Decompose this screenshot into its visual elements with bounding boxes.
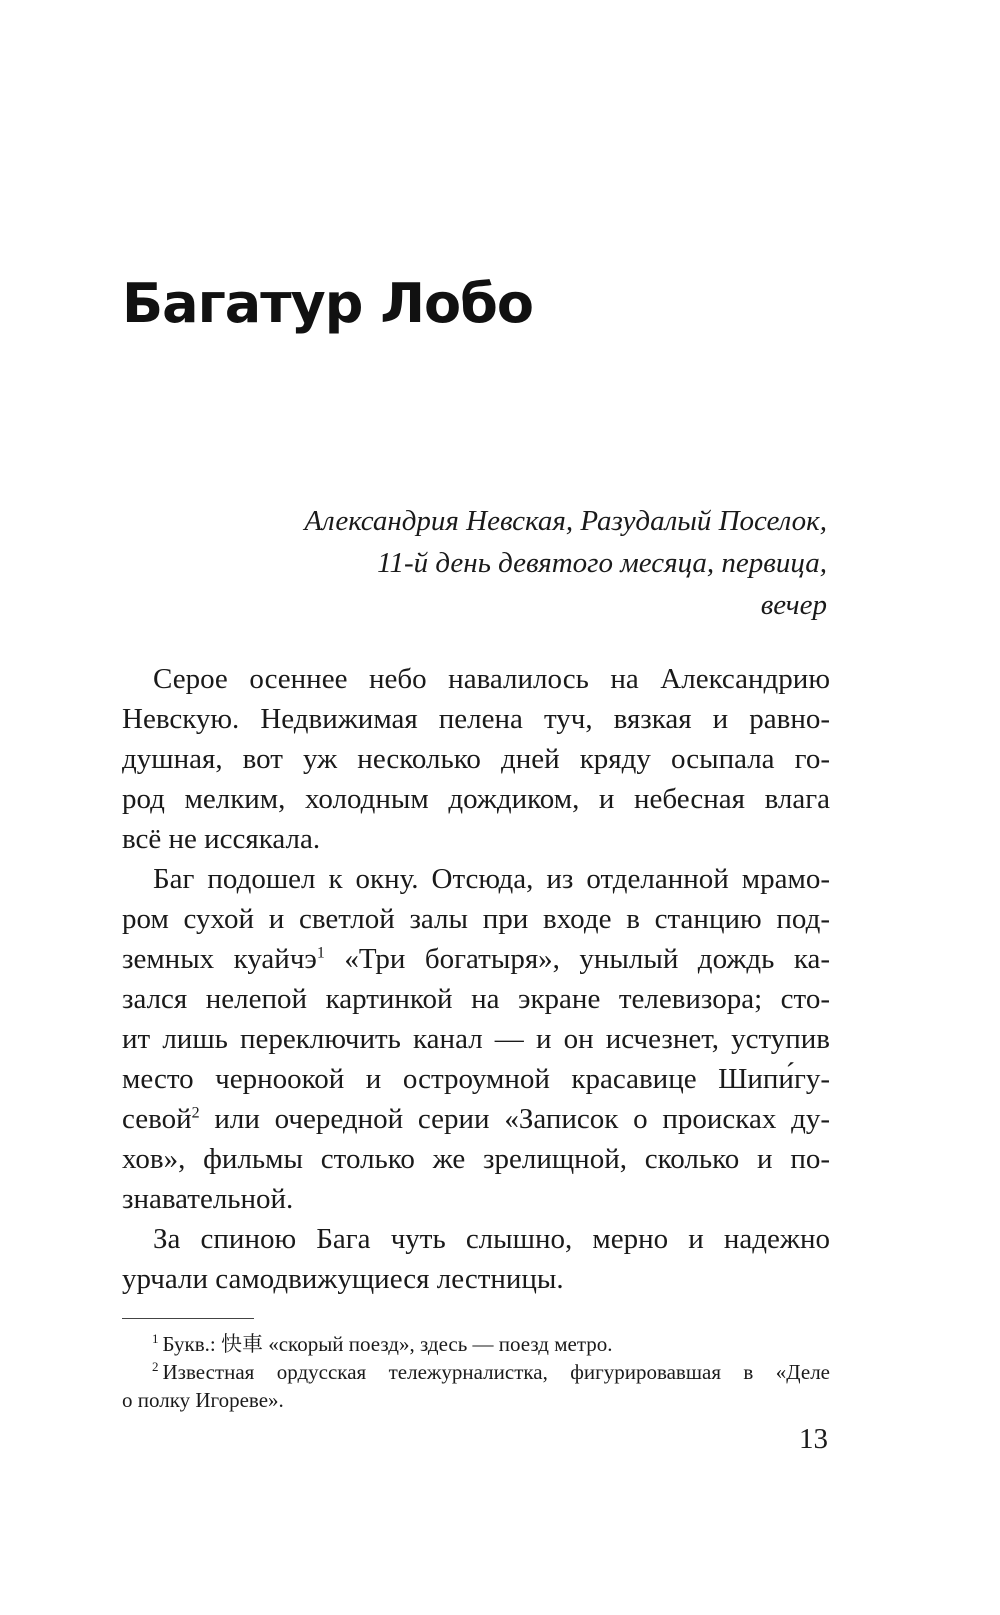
- footnote-divider: [122, 1318, 254, 1319]
- text-fragment: «Три богатыря», унылый дождь ка-: [324, 943, 830, 975]
- text-line: всё не иссякала.: [122, 823, 321, 855]
- paragraph-3: [122, 1219, 830, 1299]
- text-line: За спиною Бага чуть слышно, мерно и надежно: [153, 1223, 830, 1255]
- footnote-2: [122, 1358, 830, 1386]
- footnote-text: Букв.: 快車 «скорый поезд», здесь — поезд метро.: [162, 1332, 613, 1356]
- footnote-ref-2: 2: [191, 1104, 200, 1122]
- footnote-1: [122, 1330, 830, 1358]
- epigraph-line: Александрия Невская, Разудалый Поселок,: [304, 505, 827, 537]
- text-line: место черноокой и остроумной красавице Шипи́гу-: [122, 1063, 830, 1095]
- text-line: урчали самодвижущиеся лестницы.: [122, 1263, 564, 1295]
- text-line: Невскую. Недвижимая пелена туч, вязкая и равно-: [122, 703, 830, 735]
- footnote-2-continuation: о полку Игореве».: [122, 1388, 284, 1412]
- chapter-title: Багатур Лобо: [122, 272, 533, 335]
- text-fragment: земных куайчэ: [122, 943, 317, 975]
- text-line: Серое осеннее небо навалилось на Александрию: [153, 663, 830, 695]
- text-line: [122, 1099, 830, 1139]
- text-line: знавательной.: [122, 1183, 294, 1215]
- epigraph-line: 11-й день девятого месяца, первица,: [377, 547, 827, 579]
- footnote-number: 1: [152, 1331, 159, 1346]
- text-fragment: или очередной серии «Записок о происках ду-: [199, 1103, 830, 1135]
- text-line: душная, вот уж несколько дней кряду осыпала го-: [122, 743, 830, 775]
- text-line: ром сухой и светлой залы при входе в станцию под-: [122, 903, 830, 935]
- footnote-text: Известная ордусская тележурналистка, фигурировавшая в «Деле: [162, 1360, 830, 1384]
- paragraph-1: [122, 659, 830, 859]
- footnote-number: 2: [152, 1359, 159, 1374]
- footnote-ref-1: 1: [316, 944, 325, 962]
- epigraph: [304, 500, 827, 626]
- page-number: 13: [799, 1423, 828, 1455]
- text-line: зался нелепой картинкой на экране телевизора; сто-: [122, 983, 830, 1015]
- epigraph-line: вечер: [760, 589, 827, 621]
- text-line: [122, 939, 830, 979]
- text-line: хов», фильмы столько же зрелищной, сколько и по-: [122, 1143, 830, 1175]
- text-line: Баг подошел к окну. Отсюда, из отделанной мрамо-: [153, 863, 830, 895]
- text-line: ит лишь переключить канал — и он исчезнет, уступив: [122, 1023, 830, 1055]
- text-fragment: севой: [122, 1103, 192, 1135]
- text-line: род мелким, холодным дождиком, и небесная влага: [122, 783, 830, 815]
- paragraph-2: [122, 859, 830, 1219]
- footnotes: [122, 1330, 830, 1414]
- body-text: [122, 659, 830, 1299]
